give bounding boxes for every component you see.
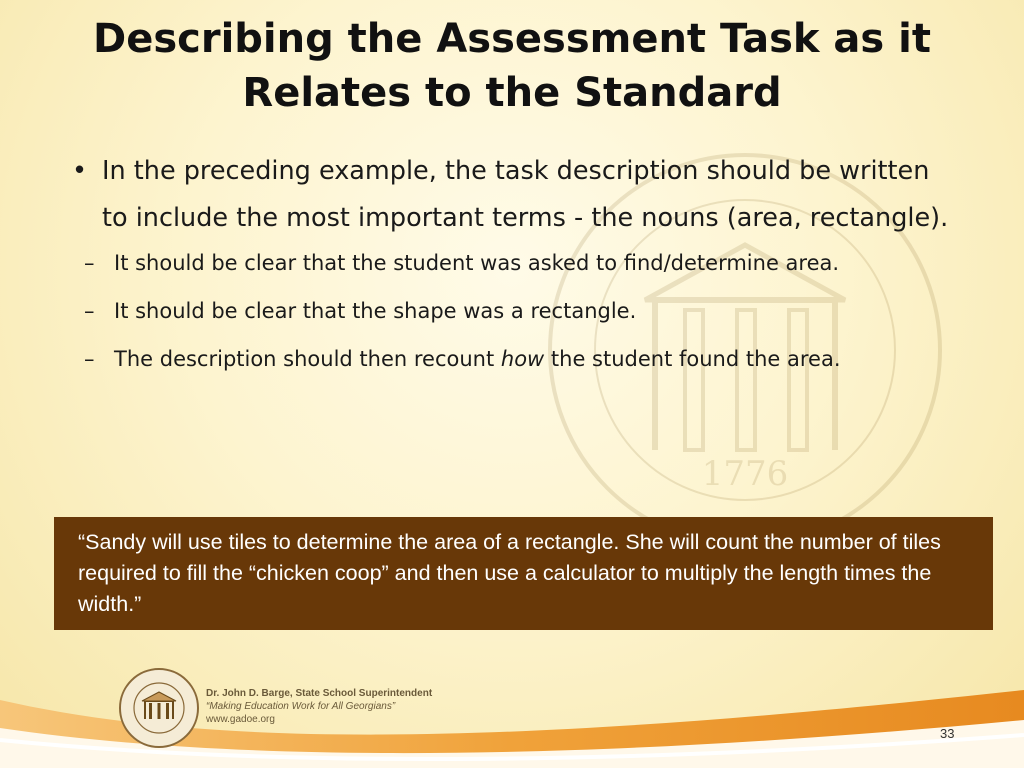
footer-line-1: Dr. John D. Barge, State School Superintendent: [206, 688, 433, 699]
main-bullet-text: In the preceding example, the task description should be written to include the most important terms - the nouns (area, rectangle).: [102, 156, 949, 233]
svg-text:1776: 1776: [701, 454, 789, 494]
sub-bullet-text-before: The description should then recount: [114, 347, 501, 371]
sub-bullet-text-after: the student found the area.: [544, 347, 841, 371]
emphasis-how: how: [500, 347, 545, 371]
footer-text: [206, 687, 432, 726]
dash-icon: –: [84, 347, 95, 371]
quote-box: [54, 517, 993, 630]
footer-website-link[interactable]: www.gadoe.org: [206, 714, 275, 725]
sub-bullet-text: It should be clear that the student was asked to find/determine area.: [114, 251, 840, 275]
sub-bullet-2: [70, 292, 950, 330]
sub-bullet-group: [70, 244, 950, 378]
quote-text: “Sandy will use tiles to determine the area of a rectangle. She will count the number of tiles required to fill the “chicken coop” and then use a calculator to multiply the length times the width.”: [78, 530, 941, 616]
dash-icon: –: [84, 251, 95, 275]
slide-title: Describing the Assessment Task as it Relates to the Standard: [93, 16, 931, 116]
department-of-education-logo: [118, 667, 200, 749]
dash-icon: –: [84, 299, 95, 323]
bullet-list: [70, 148, 950, 388]
main-bullet: [70, 148, 950, 242]
sub-bullet-1: [70, 244, 950, 282]
sub-bullet-text: It should be clear that the shape was a rectangle.: [114, 299, 637, 323]
footer-line-2: “Making Education Work for All Georgians”: [206, 701, 396, 712]
bullet-dot-icon: •: [72, 156, 88, 186]
page-number: 33: [940, 726, 955, 741]
sub-bullet-3: [70, 340, 950, 378]
